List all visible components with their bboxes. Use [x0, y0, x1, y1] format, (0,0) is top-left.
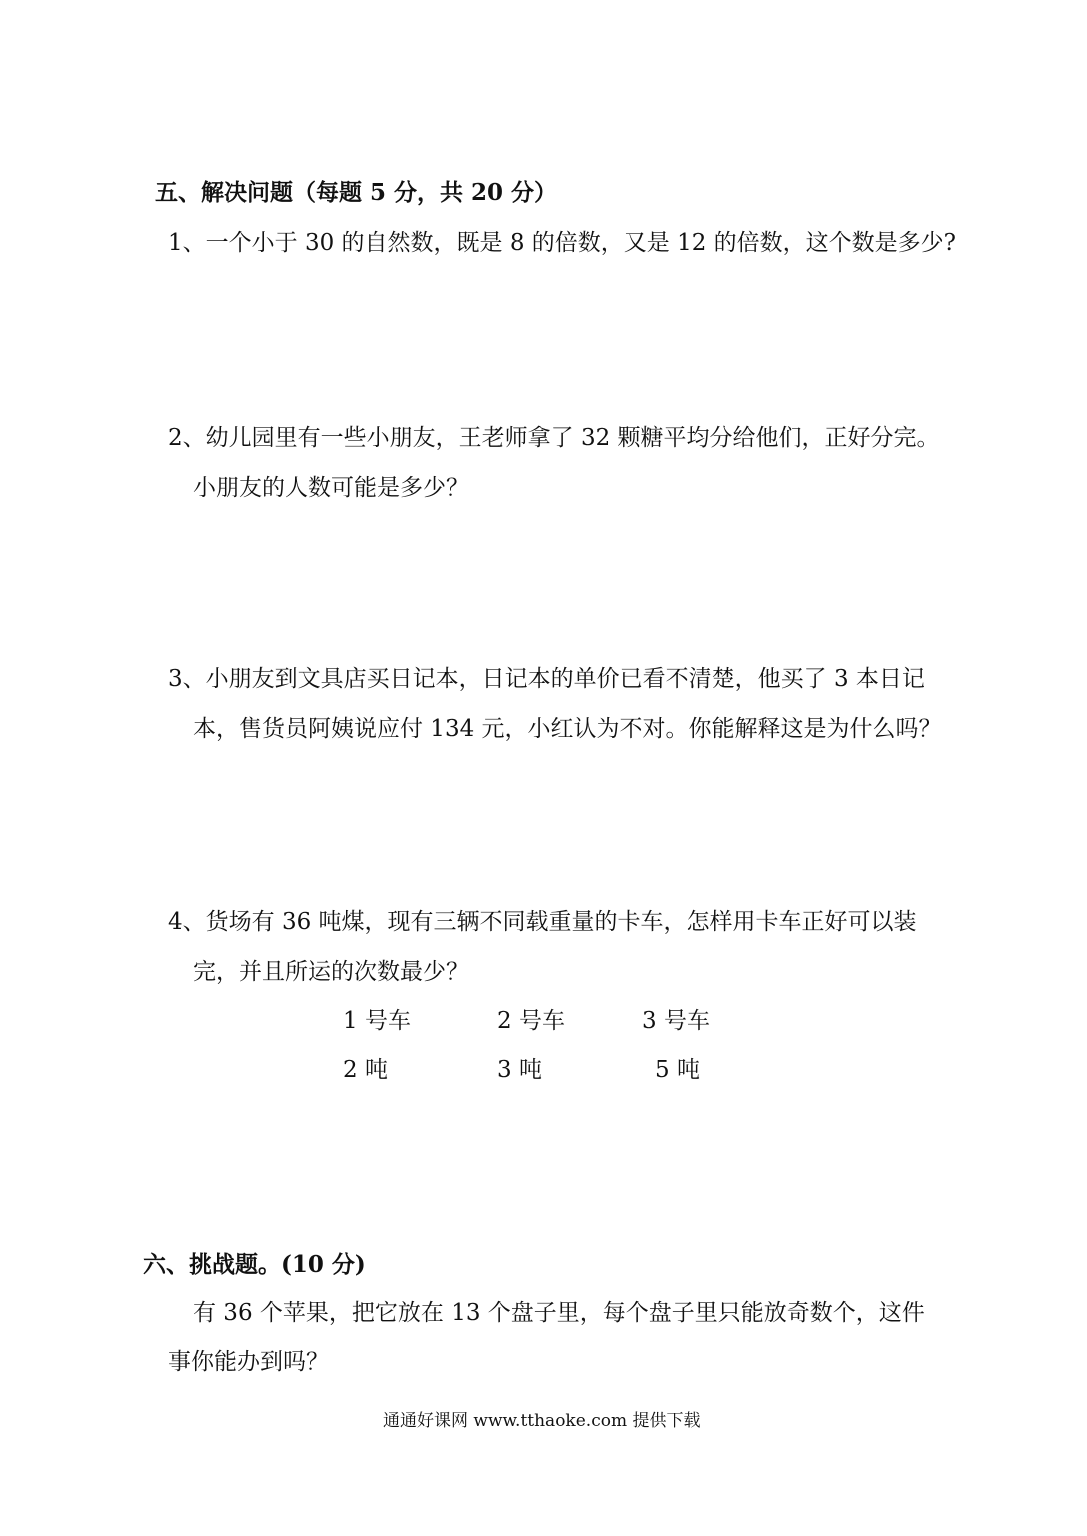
truck-1-load: 2 吨 [343, 1057, 388, 1083]
truck-3-load: 5 吨 [655, 1057, 700, 1083]
question-3-line-1: 3、小朋友到文具店买日记本，日记本的单价已看不清楚，他买了 3 本日记 [168, 666, 925, 692]
section6-title: 六、挑战题。(10 分) [143, 1251, 366, 1278]
truck-1-name: 1 号车 [343, 1008, 411, 1034]
footer-text: 通通好课网 www.tthaoke.com 提供下载 [383, 1411, 701, 1431]
question-4-line-1: 4、货场有 36 吨煤，现有三辆不同载重量的卡车，怎样用卡车正好可以装 [168, 909, 917, 935]
truck-2-name: 2 号车 [497, 1008, 565, 1034]
question-2-line-2: 小朋友的人数可能是多少？ [193, 475, 469, 501]
truck-2-load: 3 吨 [497, 1057, 542, 1083]
question-1: 1、一个小于 30 的自然数，既是 8 的倍数，又是 12 的倍数，这个数是多少? [168, 230, 956, 256]
question-3-line-2: 本，售货员阿姨说应付 134 元，小红认为不对。你能解释这是为什么吗？ [193, 716, 942, 742]
section5-title: 五、解决问题（每题 5 分，共 20 分） [155, 179, 558, 206]
challenge-line-1: 有 36 个苹果，把它放在 13 个盘子里，每个盘子里只能放奇数个，这件 [193, 1300, 925, 1326]
truck-3-name: 3 号车 [642, 1008, 710, 1034]
question-4-line-2: 完，并且所运的次数最少？ [193, 959, 469, 985]
challenge-line-2: 事你能办到吗？ [168, 1349, 329, 1375]
question-2-line-1: 2、幼儿园里有一些小朋友，王老师拿了 32 颗糖平均分给他们，正好分完。 [168, 425, 940, 451]
